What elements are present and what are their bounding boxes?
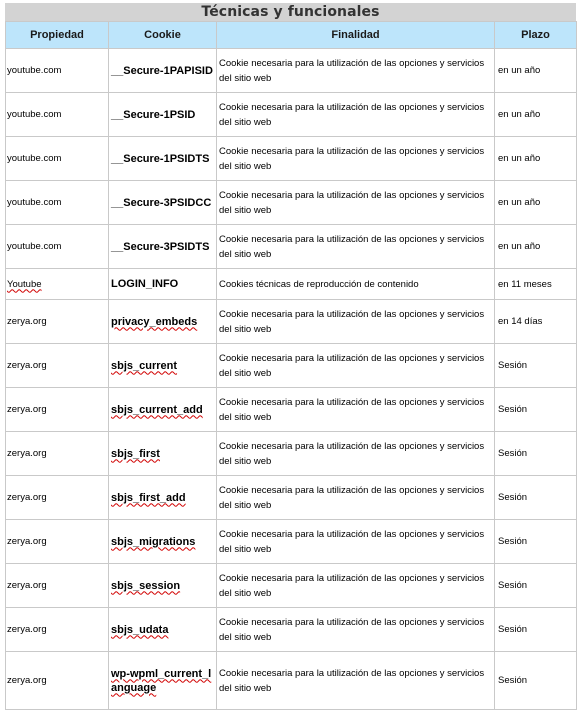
table-row: [6, 137, 577, 181]
cell-plazo: Sesión: [495, 432, 577, 476]
cell-plazo: en 14 días: [495, 300, 577, 344]
cell-cookie: __Secure-1PSID: [109, 93, 217, 137]
cell-finalidad: Cookies técnicas de reproducción de contenido: [217, 269, 495, 300]
table-row: [6, 608, 577, 652]
spell-flagged-text: wp-wpml_current_language: [111, 667, 212, 694]
cell-cookie: __Secure-3PSIDTS: [109, 225, 217, 269]
cell-propiedad: zerya.org: [6, 520, 109, 564]
cell-propiedad: zerya.org: [6, 388, 109, 432]
cell-cookie: [109, 476, 217, 520]
table-row: [6, 564, 577, 608]
cell-finalidad: Cookie necesaria para la utilización de las opciones y servicios del sitio web: [217, 300, 495, 344]
cell-finalidad: Cookie necesaria para la utilización de las opciones y servicios del sitio web: [217, 564, 495, 608]
table-row: [6, 225, 577, 269]
spell-flagged-text: sbjs_first_add: [111, 491, 186, 504]
table-row: [6, 432, 577, 476]
header-cookie: Cookie: [109, 22, 217, 49]
spell-flagged-text: sbjs_current_add: [111, 403, 203, 416]
cell-plazo: Sesión: [495, 564, 577, 608]
spell-flagged-text: sbjs_migrations: [111, 535, 196, 548]
cell-cookie: LOGIN_INFO: [109, 269, 217, 300]
cell-propiedad: [6, 269, 109, 300]
table-row: [6, 269, 577, 300]
spell-flagged-text: sbjs_current: [111, 359, 178, 372]
cell-cookie: [109, 344, 217, 388]
cell-plazo: Sesión: [495, 520, 577, 564]
cell-propiedad: zerya.org: [6, 344, 109, 388]
cell-plazo: Sesión: [495, 608, 577, 652]
cookies-table: [5, 21, 577, 710]
cell-plazo: Sesión: [495, 388, 577, 432]
cell-cookie: [109, 652, 217, 710]
cell-finalidad: Cookie necesaria para la utilización de las opciones y servicios del sitio web: [217, 181, 495, 225]
table-header-row: [6, 22, 577, 49]
cell-cookie: __Secure-3PSIDCC: [109, 181, 217, 225]
table-row: [6, 300, 577, 344]
cell-finalidad: Cookie necesaria para la utilización de las opciones y servicios del sitio web: [217, 344, 495, 388]
cell-finalidad: Cookie necesaria para la utilización de las opciones y servicios del sitio web: [217, 520, 495, 564]
cookie-table-section: [5, 3, 576, 710]
cell-plazo: Sesión: [495, 344, 577, 388]
section-title: Técnicas y funcionales: [5, 3, 576, 21]
header-finalidad: Finalidad: [217, 22, 495, 49]
spell-flagged-text: sbjs_udata: [111, 623, 169, 636]
cell-propiedad: zerya.org: [6, 608, 109, 652]
cell-finalidad: Cookie necesaria para la utilización de las opciones y servicios del sitio web: [217, 476, 495, 520]
cell-propiedad: youtube.com: [6, 93, 109, 137]
cell-cookie: __Secure-1PSIDTS: [109, 137, 217, 181]
table-row: [6, 93, 577, 137]
cell-propiedad: youtube.com: [6, 137, 109, 181]
cell-cookie: [109, 520, 217, 564]
spell-flagged-text: Youtube: [7, 278, 42, 290]
header-propiedad: Propiedad: [6, 22, 109, 49]
cell-propiedad: youtube.com: [6, 181, 109, 225]
cell-finalidad: Cookie necesaria para la utilización de las opciones y servicios del sitio web: [217, 388, 495, 432]
table-row: [6, 181, 577, 225]
cell-cookie: [109, 388, 217, 432]
cell-plazo: en un año: [495, 225, 577, 269]
cell-cookie: [109, 608, 217, 652]
table-row: [6, 520, 577, 564]
cell-plazo: en un año: [495, 93, 577, 137]
cell-propiedad: zerya.org: [6, 300, 109, 344]
table-row: [6, 344, 577, 388]
cell-plazo: en un año: [495, 137, 577, 181]
table-row: [6, 652, 577, 710]
cell-plazo: Sesión: [495, 476, 577, 520]
table-row: [6, 476, 577, 520]
table-row: [6, 388, 577, 432]
cell-propiedad: zerya.org: [6, 476, 109, 520]
cell-plazo: en un año: [495, 49, 577, 93]
cell-propiedad: youtube.com: [6, 225, 109, 269]
cell-finalidad: Cookie necesaria para la utilización de las opciones y servicios del sitio web: [217, 432, 495, 476]
spell-flagged-text: privacy_embeds: [111, 315, 198, 328]
cell-finalidad: Cookie necesaria para la utilización de las opciones y servicios del sitio web: [217, 652, 495, 710]
cell-finalidad: Cookie necesaria para la utilización de las opciones y servicios del sitio web: [217, 93, 495, 137]
spell-flagged-text: sbjs_session: [111, 579, 181, 592]
cell-propiedad: zerya.org: [6, 652, 109, 710]
cell-plazo: en un año: [495, 181, 577, 225]
cell-plazo: Sesión: [495, 652, 577, 710]
table-row: [6, 49, 577, 93]
cell-finalidad: Cookie necesaria para la utilización de las opciones y servicios del sitio web: [217, 137, 495, 181]
cell-cookie: __Secure-1PAPISID: [109, 49, 217, 93]
cell-propiedad: zerya.org: [6, 564, 109, 608]
cell-cookie: [109, 564, 217, 608]
header-plazo: Plazo: [495, 22, 577, 49]
cell-finalidad: Cookie necesaria para la utilización de las opciones y servicios del sitio web: [217, 608, 495, 652]
cell-finalidad: Cookie necesaria para la utilización de las opciones y servicios del sitio web: [217, 225, 495, 269]
spell-flagged-text: sbjs_first: [111, 447, 160, 460]
cell-plazo: en 11 meses: [495, 269, 577, 300]
cell-cookie: [109, 300, 217, 344]
cell-propiedad: youtube.com: [6, 49, 109, 93]
cell-cookie: [109, 432, 217, 476]
cell-finalidad: Cookie necesaria para la utilización de las opciones y servicios del sitio web: [217, 49, 495, 93]
cell-propiedad: zerya.org: [6, 432, 109, 476]
